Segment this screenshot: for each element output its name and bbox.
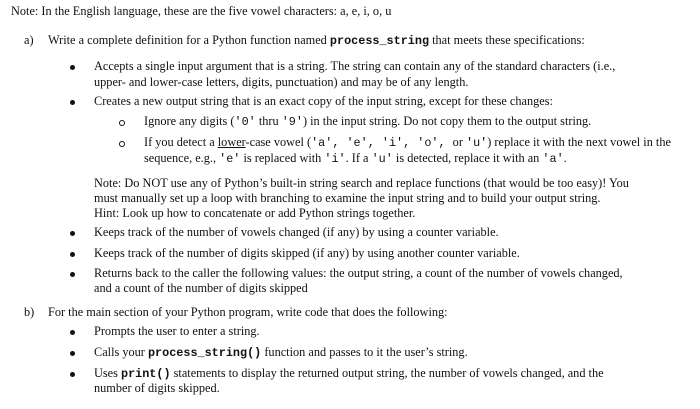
spec-digit-counter: Keeps track of the number of digits skipped (if any) by using another counter variable. — [94, 246, 520, 260]
digit-nine-code: '9' — [281, 115, 303, 129]
bullet-dot — [70, 65, 75, 70]
print-text-end: statements to display the returned output string, the number of vowels changed, and the — [170, 366, 604, 380]
digit-zero-code: '0' — [234, 115, 256, 129]
function-name-code: process_string — [329, 34, 430, 48]
bullet-dot — [70, 231, 75, 236]
sub-spec-vowels-line2 — [144, 151, 567, 167]
vowel-u-code: 'u' — [466, 136, 488, 150]
example-u-code: 'u' — [371, 152, 393, 166]
digits-thru: thru — [255, 114, 282, 128]
bullet-dot — [70, 100, 75, 105]
example-e-code: 'e' — [219, 152, 241, 166]
spec-return-line1: Returns back to the caller the following values: the output string, a count of the number of vowels changed, — [94, 266, 623, 280]
part-a-intro-text: Write a complete definition for a Python function named — [48, 33, 330, 47]
spec-return-line2: and a count of the number of digits skipped — [94, 281, 308, 295]
spec-input-line1: Accepts a single input argument that is a string. The string can contain any of the standard characters (i.e., — [94, 59, 616, 73]
sub-bullet-circle — [119, 120, 125, 126]
spec-output: Creates a new output string that is an exact copy of the input string, except for these changes: — [94, 94, 553, 108]
bullet-dot — [70, 330, 75, 335]
spec-input-line2: upper- and lower-case letters, digits, punctuation) and may be of any length. — [94, 75, 469, 89]
part-a-intro — [48, 33, 585, 49]
bullet-dot — [70, 272, 75, 277]
vowel-text-mid: -case vowel ( — [245, 135, 312, 149]
vowel-text: If you detect a — [144, 135, 218, 149]
builtin-note-line1: Note: Do NOT use any of Python’s built-in string search and replace functions (that would be too easy)! You — [94, 176, 629, 190]
part-b-marker: b) — [24, 305, 35, 319]
main-prompt: Prompts the user to enter a string. — [94, 324, 260, 338]
call-text: Calls your — [94, 345, 148, 359]
part-a-marker: a) — [24, 33, 34, 47]
example-i-code: 'i' — [324, 152, 346, 166]
lower-underlined: lower — [217, 135, 246, 149]
vowel-or: or — [452, 135, 466, 149]
call-function-code: process_string() — [147, 346, 262, 360]
main-print-line2: number of digits skipped. — [94, 381, 220, 395]
main-print-line1 — [94, 366, 604, 382]
example-replace: is detected, replace it with an — [392, 151, 543, 165]
sub-spec-digits — [144, 114, 591, 130]
bullet-dot — [70, 252, 75, 257]
hint-line: Hint: Look up how to concatenate or add Python strings together. — [94, 206, 416, 220]
bullet-dot — [70, 351, 75, 356]
example-a-code: 'a' — [542, 152, 564, 166]
vowel-codes: 'a', 'e', 'i', 'o', — [311, 136, 453, 150]
main-call — [94, 345, 468, 361]
part-b-intro: For the main section of your Python program, write code that does the following: — [48, 305, 448, 319]
vowel-note: Note: In the English language, these are the five vowel characters: a, e, i, o, u — [11, 4, 392, 18]
digits-text: Ignore any digits ( — [144, 114, 235, 128]
part-a-intro-text-end: that meets these specifications: — [429, 33, 585, 47]
sub-spec-vowels-line1 — [144, 135, 671, 151]
spec-vowel-counter: Keeps track of the number of vowels changed (if any) by using a counter variable. — [94, 225, 499, 239]
print-code: print() — [120, 367, 171, 381]
call-text-end: function and passes to it the user’s string. — [261, 345, 468, 359]
example-if: . If a — [345, 151, 372, 165]
example-end: . — [563, 151, 567, 165]
sub-bullet-circle — [119, 141, 125, 147]
example-text: sequence, e.g., — [144, 151, 220, 165]
vowel-text-end: ) replace it with the next vowel in the — [487, 135, 671, 149]
print-text: Uses — [94, 366, 121, 380]
builtin-note-line2: must manually set up a loop with branching to examine the input string and to build your output string. — [94, 191, 601, 205]
bullet-dot — [70, 372, 75, 377]
example-replaced: is replaced with — [240, 151, 325, 165]
digits-text-end: ) in the input string. Do not copy them to the output string. — [302, 114, 592, 128]
